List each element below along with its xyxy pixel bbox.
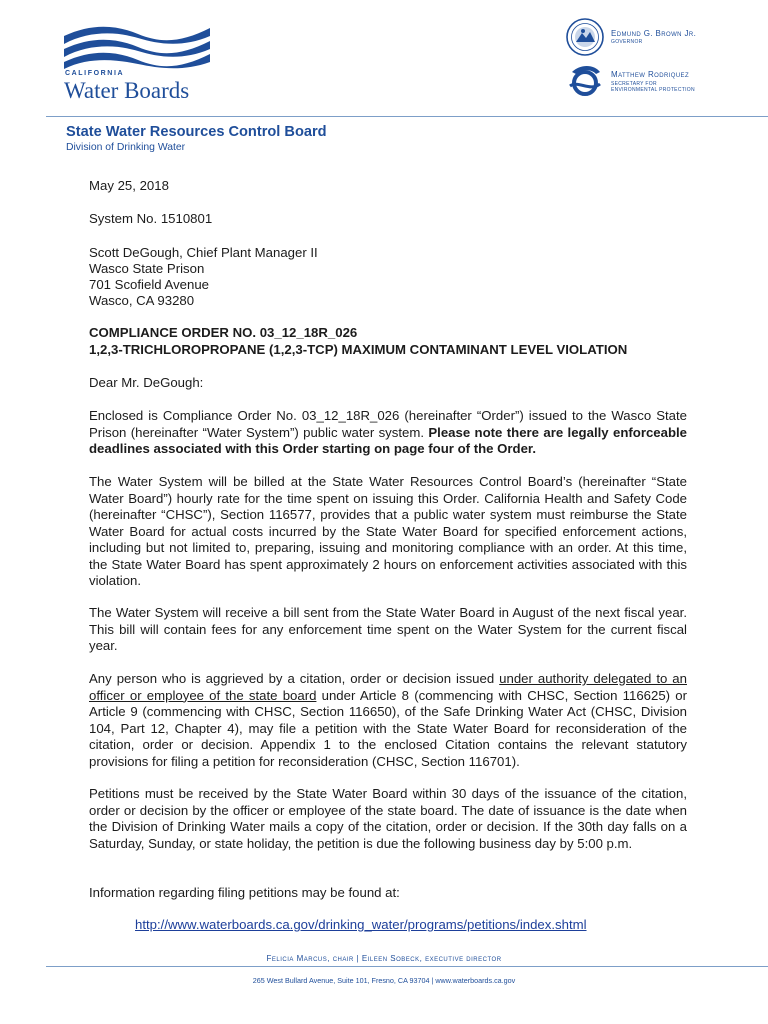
aggrieved-text-start: Any person who is aggrieved by a citation, order or decision issued: [89, 671, 500, 686]
subject-line-2: 1,2,3-TRICHLOROPROPANE (1,2,3-TCP) MAXIMUM CONTAMINANT LEVEL VIOLATION: [89, 342, 628, 357]
header-divider: [46, 116, 768, 117]
calepa-logo-icon: [566, 62, 604, 100]
governor-block: [611, 30, 696, 45]
address-line-1: Scott DeGough, Chief Plant Manager II: [89, 245, 318, 260]
paragraph-billing: The Water System will be billed at the State Water Resources Control Board’s (hereinafter “State Water Board”) hourly rate for the time spent on issuing this Order. California Health and Safety Code (hereinafter “CHSC”), Section 116577, provides that a public water system must reimburse the State Water Board for actual costs incurred by the State Water Board for specified enforcement actions, including but not limited to, preparing, issuing and monitoring compliance with an order. At this time, the State Water Board has spent approximately 2 hours on enforcement activities associated with this violation.: [89, 474, 687, 588]
subject-line-1: COMPLIANCE ORDER NO. 03_12_18R_026: [89, 325, 358, 340]
governor-name: Edmund G. Brown Jr.: [611, 29, 697, 38]
paragraph-information: Information regarding filing petitions may be found at:: [89, 885, 400, 900]
address-line-2: Wasco State Prison: [89, 261, 205, 276]
division-name: Division of Drinking Water: [66, 142, 186, 153]
secretary-block: [611, 71, 695, 93]
system-number: System No. 1510801: [89, 211, 213, 226]
aggrieved-text-end: under Article 8 (commencing with CHSC, Section 116625) or Article 9 (commencing with CHSC, Section 116650), of the Safe Drinking Water Act (CHSC, Division 104, Part 12, Chapter 4), may file a petition with the State Water Board for reconsideration of the citation, order or decision. Appendix 1 to the enclosed Citation contains the relevant statutory provisions for filing a petition for reconsideration (CHSC, Section 116701).: [89, 687, 687, 769]
governor-title: GOVERNOR: [611, 39, 643, 45]
address-line-4: Wasco, CA 93280: [89, 293, 195, 308]
footer-address: 265 West Bullard Avenue, Suite 101, Fresno, CA 93704 | www.waterboards.ca.gov: [252, 976, 516, 985]
secretary-title-2: ENVIRONMENTAL PROTECTION: [611, 87, 695, 93]
paragraph-fiscal-bill: The Water System will receive a bill sent from the State Water Board in August of the next fiscal year. This bill will contain fees for any enforcement time spent on the Water System for the current fiscal year.: [89, 605, 687, 653]
paragraph-enclosed-order: [89, 408, 687, 458]
paragraph-aggrieved: [89, 671, 687, 770]
water-boards-logo: [62, 22, 212, 112]
aggrieved-underlined: under authority delegated to an officer or employee of the state board: [89, 671, 687, 703]
deadline-notice: Please note there are legally enforceable deadlines associated with this Order starting on page four of the Order.: [89, 424, 688, 456]
logo-name: Water Boards: [64, 78, 190, 103]
letter-date: May 25, 2018: [89, 178, 169, 193]
address-line-3: 701 Scofield Avenue: [89, 277, 210, 292]
paragraph-enclosed-text: Enclosed is Compliance Order No. 03_12_18R_026 (hereinafter “Order”) issued to the Wasco State Prison (hereinafter “Water System”) public water system.: [89, 408, 687, 440]
paragraph-petitions: Petitions must be received by the State Water Board within 30 days of the issuance of the citation, order or decision by the officer or employee of the state board. The date of issuance is the date when the Division of Drinking Water mails a copy of the citation, order or decision. If the 30th day falls on a Saturday, Sunday, or state holiday, the petition is due the following business day by 5:00 p.m.: [89, 786, 687, 851]
logo-state: CALIFORNIA: [65, 70, 125, 77]
wave-icon: [62, 22, 212, 70]
secretary-name: Matthew Rodriquez: [611, 70, 690, 79]
footer-divider: [46, 966, 768, 967]
petitions-link[interactable]: http://www.waterboards.ca.gov/drinking_water/programs/petitions/index.shtml: [135, 917, 587, 932]
salutation: Dear Mr. DeGough:: [89, 375, 204, 390]
secretary-title-1: SECRETARY FOR: [611, 81, 657, 87]
footer-officers: Felicia Marcus, chair | Eileen Sobeck, executive director: [266, 954, 502, 963]
board-name: State Water Resources Control Board: [66, 124, 327, 140]
state-seal-icon: [566, 18, 604, 56]
